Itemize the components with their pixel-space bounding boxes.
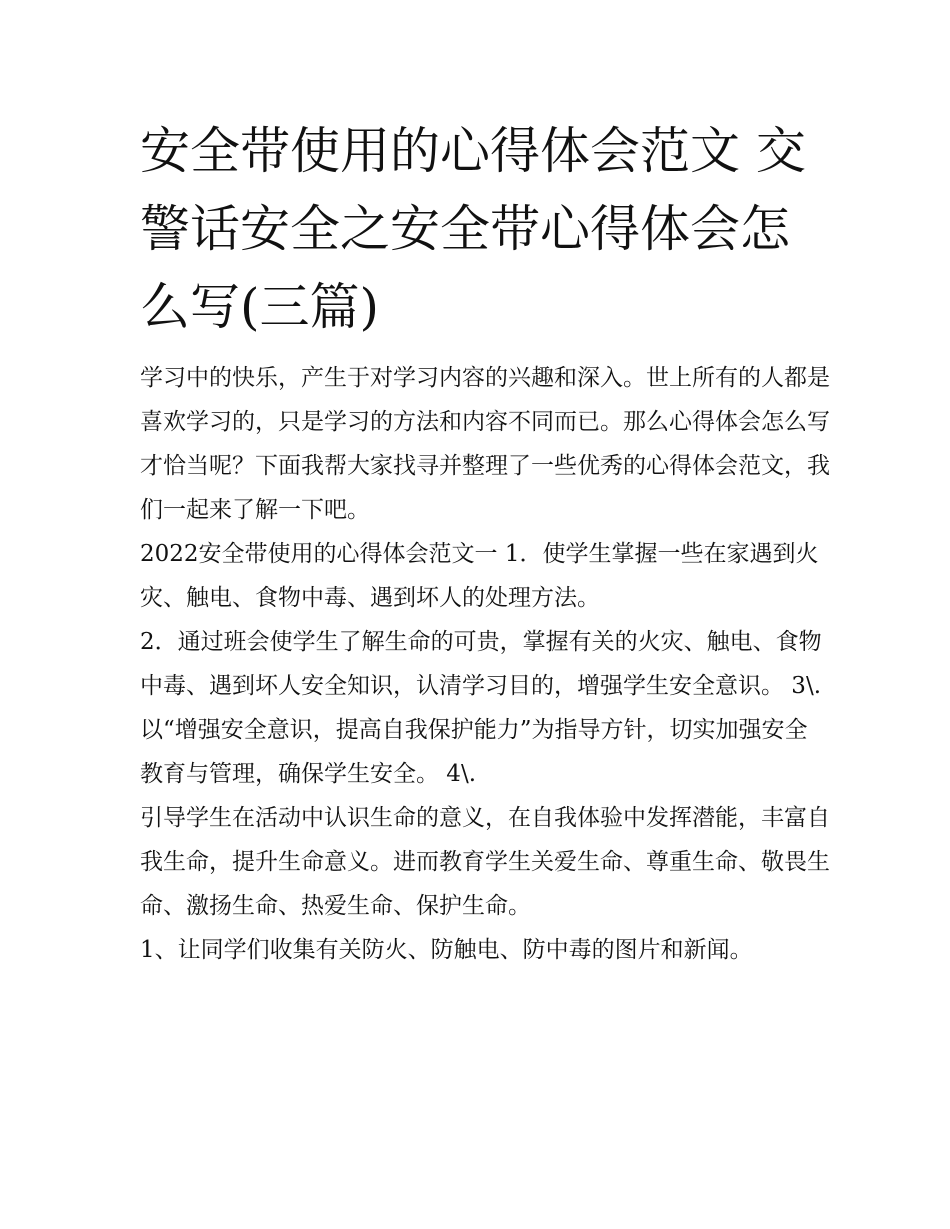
- document-title: 安全带使用的心得体会范文 交警话安全之安全带心得体会怎么写(三篇): [140, 122, 806, 336]
- paragraph-intro: 学习中的快乐，产生于对学习内容的兴趣和深入。世上所有的人都是喜欢学习的，只是学习的方法和内容不同而已。那么心得体会怎么写才恰当呢？下面我帮大家找寻并整理了一些优秀的心得体会范文，我们一起来了解一下吧。: [140, 365, 830, 523]
- paragraph-item-three: 以“增强安全意识，提高自我保护能力”为指导方针，切实加强安全教育与管理，确保学生安全。 4\.: [140, 717, 808, 787]
- document-body: [140, 356, 830, 972]
- paragraph-sample-one: 2022安全带使用的心得体会范文一 1．使学生掌握一些在家遇到火灾、触电、食物中毒、遇到坏人的处理方法。: [140, 541, 819, 611]
- paragraph-activity-one: 1、让同学们收集有关防火、防触电、防中毒的图片和新闻。: [140, 937, 753, 963]
- paragraph-item-two: 2．通过班会使学生了解生命的可贵，掌握有关的火灾、触电、食物中毒、遇到坏人安全知识，认清学习目的，增强学生安全意识。 3\.: [140, 629, 822, 699]
- paragraph-item-four: 引导学生在活动中认识生命的意义，在自我体验中发挥潜能，丰富自我生命，提升生命意义。进而教育学生关爱生命、尊重生命、敬畏生命、激扬生命、热爱生命、保护生命。: [140, 805, 830, 919]
